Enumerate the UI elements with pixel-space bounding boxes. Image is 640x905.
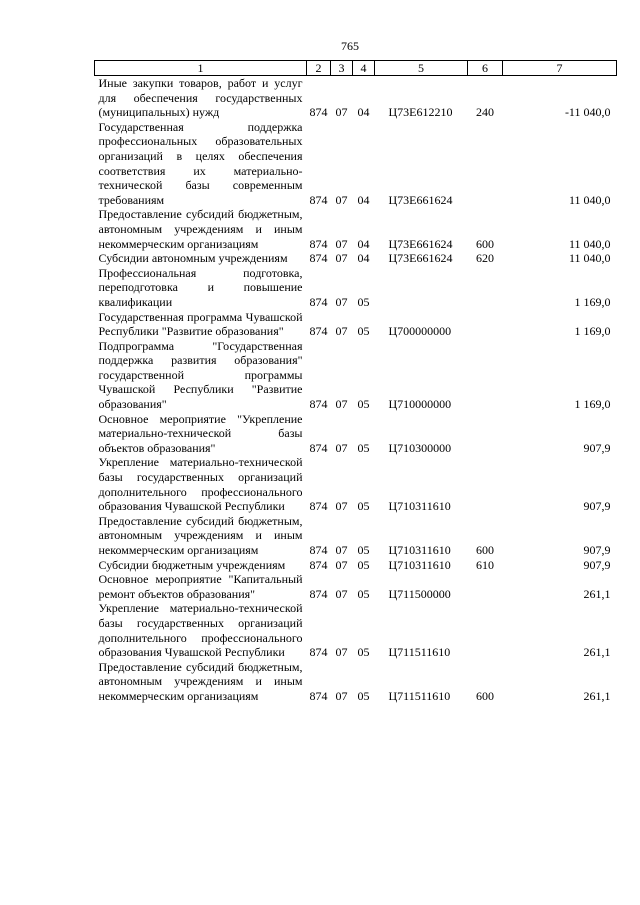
row-target-article-cell: Ц73Е661624 [388, 251, 453, 266]
row-grbs-cell: 874 [309, 324, 328, 339]
row-expense-type-cell [468, 572, 503, 601]
row-name-cell: Иные закупки товаров, работ и услуг для обеспечения государственных (муниципальных) нужд [98, 76, 303, 120]
table-row [95, 251, 617, 266]
row-subsection-cell: 04 [357, 192, 370, 207]
row-section-cell: 07 [335, 586, 348, 601]
table-row [95, 266, 617, 310]
row-name-cell: Укрепление материально-технической базы государственных организаций дополнительного профессионального образования Чувашской Республики [98, 455, 303, 514]
table-row [95, 514, 617, 558]
row-subsection-cell: 05 [357, 397, 370, 412]
table-row [95, 339, 617, 412]
row-target-article-cell: Ц710311610 [388, 557, 451, 572]
row-amount-cell: 261,1 [583, 586, 611, 601]
row-target-article-cell: Ц711511610 [388, 688, 451, 703]
row-subsection-cell: 05 [357, 688, 370, 703]
row-name-cell: Профессиональная подготовка, переподготовка и повышение квалификации [98, 265, 303, 309]
row-amount-cell: 907,9 [583, 557, 611, 572]
row-amount-cell: 907,9 [583, 440, 611, 455]
row-grbs-cell: 874 [309, 192, 328, 207]
row-name-cell: Субсидии бюджетным учреждениям [98, 557, 286, 572]
row-grbs-cell: 874 [309, 236, 328, 251]
row-section-cell: 07 [335, 324, 348, 339]
row-target-article-cell [375, 266, 468, 310]
row-grbs-cell: 874 [309, 688, 328, 703]
row-subsection-cell: 05 [357, 499, 370, 514]
row-amount-cell: 1 169,0 [574, 324, 611, 339]
row-amount-cell: -11 040,0 [564, 105, 611, 120]
row-amount-cell: 907,9 [583, 499, 611, 514]
row-target-article-cell: Ц710311610 [388, 543, 451, 557]
row-target-article-cell: Ц73Е661624 [388, 236, 453, 251]
row-name-cell: Субсидии автономным учреждениям [98, 251, 288, 266]
row-expense-type-cell [468, 601, 503, 659]
row-expense-type-cell [468, 266, 503, 310]
row-amount-cell: 261,1 [583, 688, 611, 703]
row-target-article-cell: Ц73Е661624 [388, 192, 453, 207]
table-row [95, 412, 617, 456]
row-subsection-cell: 04 [357, 236, 370, 251]
row-amount-cell: 11 040,0 [568, 251, 611, 266]
row-target-article-cell: Ц73Е612210 [388, 105, 453, 120]
row-grbs-cell: 874 [309, 251, 328, 266]
row-name-cell: Подпрограмма "Государственная поддержка развития образования" государственной программы Чувашской Республики "Развитие образования" [98, 338, 303, 412]
row-expense-type-cell: 620 [476, 251, 494, 266]
row-expense-type-cell [468, 339, 503, 412]
table-row [95, 120, 617, 208]
row-name-cell: Государственная программа Чувашской Республики "Развитие образования" [98, 309, 303, 339]
row-grbs-cell: 874 [309, 645, 328, 660]
row-subsection-cell: 05 [357, 557, 370, 572]
table-row [95, 660, 617, 704]
row-expense-type-cell [468, 310, 503, 339]
row-grbs-cell: 874 [309, 499, 328, 514]
row-section-cell: 07 [335, 557, 348, 572]
row-amount-cell: 907,9 [583, 543, 611, 557]
row-expense-type-cell [468, 455, 503, 513]
page-number: 765 [341, 39, 359, 53]
row-target-article-cell: Ц711500000 [388, 586, 451, 601]
row-expense-type-cell: 600 [476, 543, 494, 557]
table-row [95, 601, 617, 659]
row-section-cell: 07 [335, 294, 348, 309]
row-grbs-cell: 874 [309, 440, 328, 455]
row-amount-cell: 11 040,0 [568, 236, 611, 251]
column-header: 4 [353, 61, 375, 76]
table-row [95, 455, 617, 513]
row-amount-cell: 1 169,0 [574, 294, 611, 309]
row-name-cell: Предоставление субсидий бюджетным, автономным учреждениям и иным некоммерческим организациям [98, 513, 303, 557]
row-target-article-cell: Ц710311610 [388, 499, 451, 514]
row-subsection-cell: 05 [357, 543, 370, 557]
row-grbs-cell: 874 [309, 543, 328, 557]
row-subsection-cell: 05 [357, 586, 370, 601]
row-subsection-cell: 05 [357, 324, 370, 339]
row-grbs-cell: 874 [309, 294, 328, 309]
column-header: 5 [375, 61, 468, 76]
row-amount-cell: 261,1 [583, 645, 611, 660]
row-amount-cell: 11 040,0 [568, 192, 611, 207]
row-section-cell: 07 [335, 105, 348, 120]
row-name-cell: Предоставление субсидий бюджетным, автономным учреждениям и иным некоммерческим организациям [98, 207, 303, 251]
row-section-cell: 07 [335, 440, 348, 455]
row-section-cell: 07 [335, 543, 348, 557]
row-expense-type-cell [468, 412, 503, 456]
column-header: 2 [307, 61, 331, 76]
row-target-article-cell: Ц711511610 [388, 645, 451, 660]
budget-table [94, 60, 617, 704]
row-target-article-cell: Ц710000000 [388, 397, 452, 412]
table-row [95, 207, 617, 251]
column-header: 7 [503, 61, 617, 76]
row-section-cell: 07 [335, 236, 348, 251]
row-subsection-cell: 04 [357, 105, 370, 120]
row-section-cell: 07 [335, 251, 348, 266]
row-section-cell: 07 [335, 645, 348, 660]
row-expense-type-cell: 240 [476, 105, 494, 120]
row-subsection-cell: 05 [357, 440, 370, 455]
row-section-cell: 07 [335, 499, 348, 514]
row-name-cell: Укрепление материально-технической базы государственных организаций дополнительного профессионального образования Чувашской Республики [98, 601, 303, 660]
row-grbs-cell: 874 [309, 397, 328, 412]
column-header: 1 [95, 61, 307, 76]
row-subsection-cell: 04 [357, 251, 370, 266]
row-expense-type-cell: 600 [476, 236, 494, 251]
row-subsection-cell: 05 [357, 294, 370, 309]
row-name-cell: Основное мероприятие "Укрепление материально-технической базы объектов образования" [98, 411, 303, 455]
row-subsection-cell: 05 [357, 645, 370, 660]
row-name-cell: Предоставление субсидий бюджетным, автономным учреждениям и иным некоммерческим организациям [98, 659, 303, 703]
row-amount-cell: 1 169,0 [574, 397, 611, 412]
row-name-cell: Государственная поддержка профессиональных образовательных организаций в целях обеспечения соответствия их материально-технической базы современным требованиям [98, 119, 303, 207]
row-name-cell: Основное мероприятие "Капитальный ремонт объектов образования" [98, 572, 303, 601]
row-grbs-cell: 874 [309, 105, 328, 120]
table-row [95, 76, 617, 120]
row-section-cell: 07 [335, 192, 348, 207]
column-header: 6 [468, 61, 503, 76]
row-expense-type-cell: 600 [476, 688, 494, 703]
row-section-cell: 07 [335, 397, 348, 412]
row-target-article-cell: Ц700000000 [388, 324, 452, 339]
column-header: 3 [331, 61, 353, 76]
row-grbs-cell: 874 [309, 557, 328, 572]
table-row [95, 310, 617, 339]
row-expense-type-cell [468, 120, 503, 208]
table-header-row [95, 61, 617, 76]
table-row [95, 572, 617, 601]
row-section-cell: 07 [335, 688, 348, 703]
row-grbs-cell: 874 [309, 586, 328, 601]
row-target-article-cell: Ц710300000 [388, 440, 452, 455]
row-expense-type-cell: 610 [476, 557, 494, 572]
table-row [95, 558, 617, 573]
